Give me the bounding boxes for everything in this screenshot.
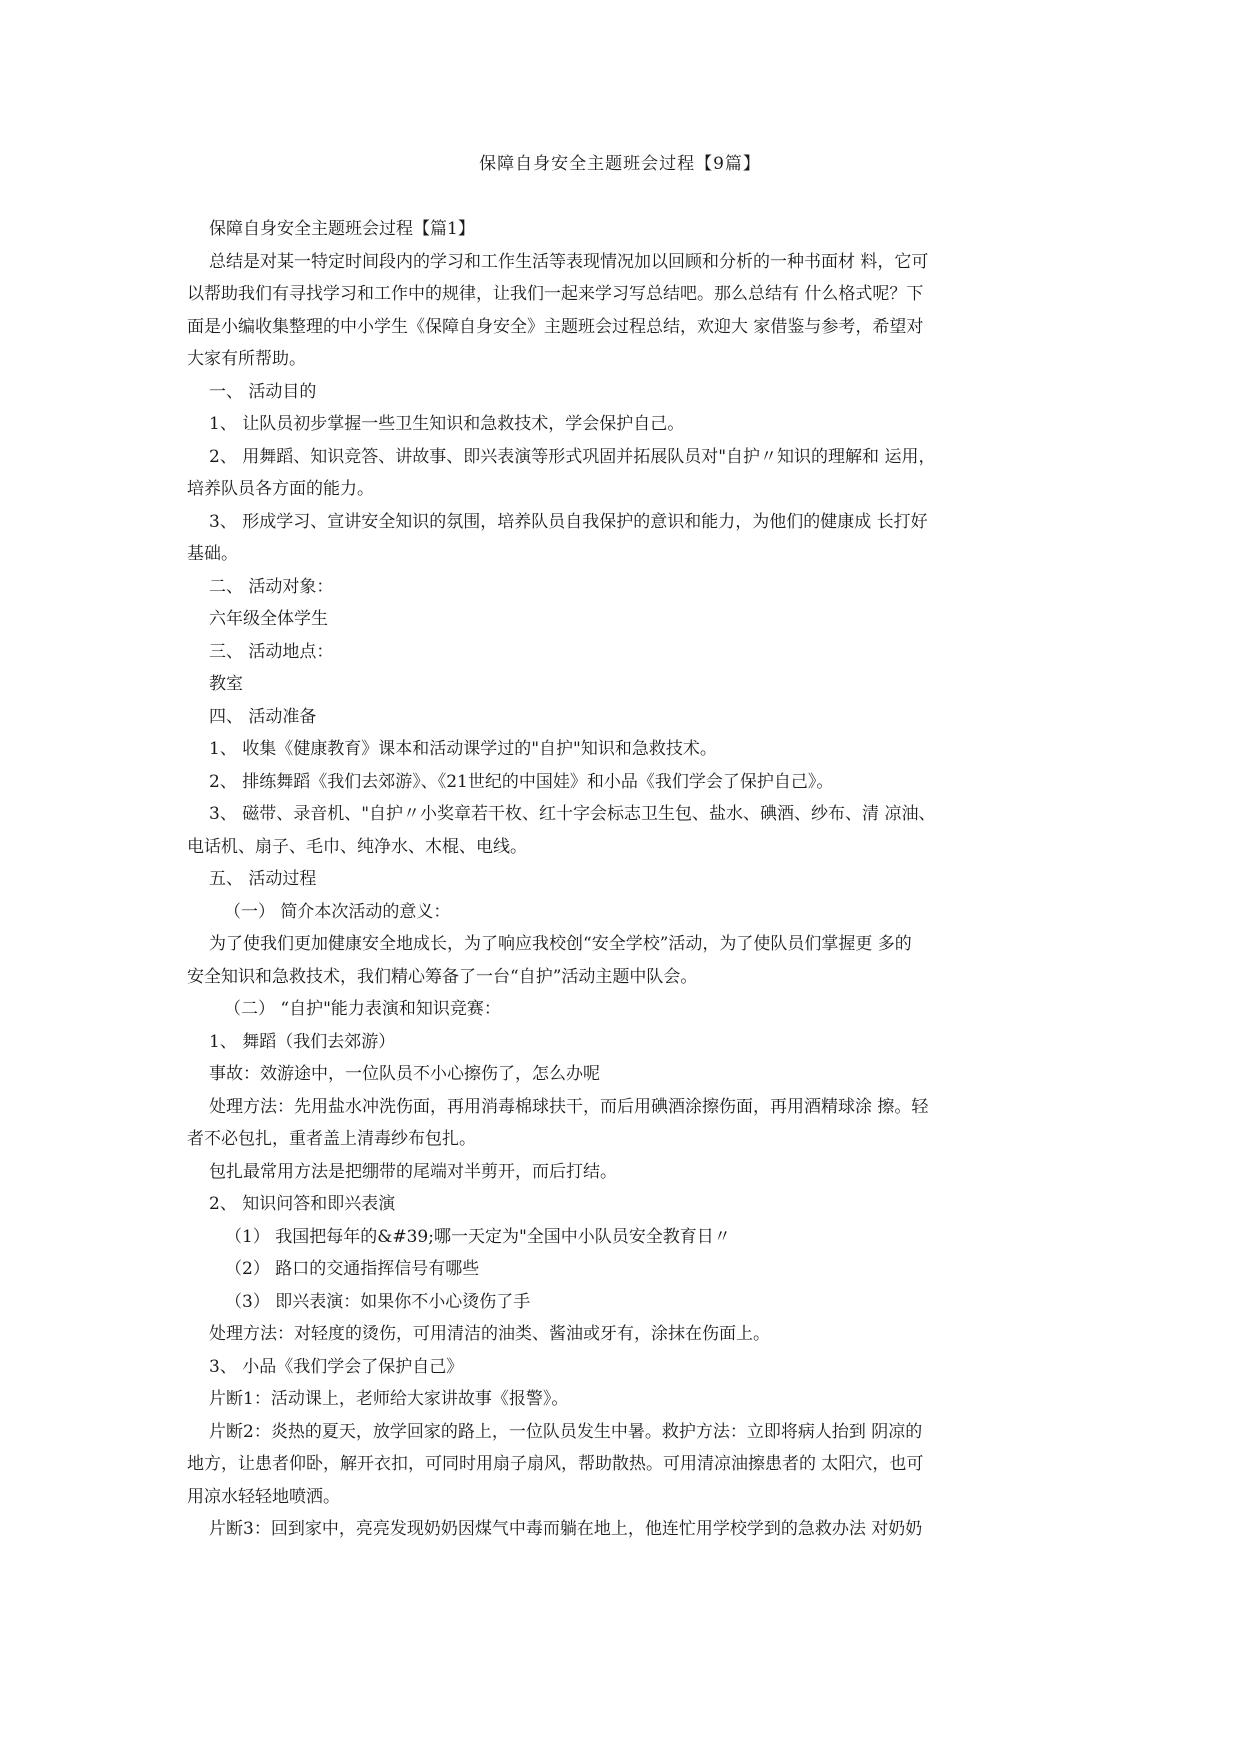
document-title: 保障自身安全主题班会过程【9篇】 xyxy=(479,154,761,174)
paragraph-line: 电话机、扇子、毛巾、纯净水、木棍、电线。 xyxy=(187,836,527,857)
paragraph-line: 1、 让队员初步掌握一些卫生知识和急救技术，学会保护自己。 xyxy=(209,414,685,434)
paragraph-line: （二） “自护"能力表演和知识竞赛： xyxy=(224,999,501,1019)
paragraph-line: 片断2：炎热的夏天，放学回家的路上，一位队员发生中暑。救护方法：立即将病人抬到 阴凉的 xyxy=(209,1421,923,1442)
paragraph-line: 五、 活动过程 xyxy=(209,869,317,889)
paragraph-line: （3） 即兴表演：如果你不小心烫伤了手 xyxy=(225,1291,531,1312)
paragraph-line: （一） 简介本次活动的意义： xyxy=(224,901,451,922)
paragraph-line: 用凉水轻轻地喷洒。 xyxy=(187,1486,340,1507)
paragraph-line: （2） 路口的交通指挥信号有哪些 xyxy=(225,1259,480,1279)
paragraph-line: 一、 活动目的 xyxy=(209,381,317,402)
paragraph-line: （1） 我国把每年的&#39;哪一天定为"全国中小队员安全教育日〃 xyxy=(225,1226,731,1247)
paragraph-line: 片断3：回到家中，亮亮发现奶奶因煤气中毒而躺在地上，他连忙用学校学到的急救办法 对奶奶 xyxy=(209,1519,923,1539)
paragraph-line: 六年级全体学生 xyxy=(209,609,328,629)
document-body xyxy=(187,213,1059,1546)
paragraph-line: 片断1：活动课上，老师给大家讲故事《报警》。 xyxy=(209,1389,569,1409)
paragraph-line: 安全知识和急救技术，我们精心筹备了一台“自护”活动主题中队会。 xyxy=(187,966,698,987)
paragraph-line: 二、 活动对象： xyxy=(209,576,334,597)
paragraph-line: 事故：效游途中，一位队员不小心擦伤了，怎么办呢 xyxy=(209,1064,600,1084)
paragraph-line: 地方，让患者仰卧，解开衣扣，可同时用扇子扇风，帮助散热。可用清凉油擦患者的 太阳穴，也可 xyxy=(187,1454,924,1474)
paragraph-line: 面是小编收集整理的中小学生《保障自身安全》主题班会过程总结，欢迎大 家借鉴与参考，希望对 xyxy=(187,316,924,337)
paragraph-line: 2、 知识问答和即兴表演 xyxy=(209,1194,396,1214)
paragraph-line: 3、 形成学习、宣讲安全知识的氛围，培养队员自我保护的意识和能力，为他们的健康成 长打好 xyxy=(209,511,928,532)
paragraph-line: 处理方法：对轻度的烫伤，可用清洁的油类、酱油或牙有，涂抹在伤面上。 xyxy=(209,1324,770,1344)
paragraph-line: 处理方法：先用盐水冲洗伤面，再用消毒棉球扶干，而后用碘酒涂擦伤面，再用酒精球涂 擦。轻 xyxy=(209,1096,929,1117)
paragraph-line: 包扎最常用方法是把绷带的尾端对半剪开，而后打结。 xyxy=(209,1161,617,1182)
paragraph-line: 3、 小品《我们学会了保护自己》 xyxy=(209,1356,464,1377)
paragraph-line: 四、 活动准备 xyxy=(209,706,317,727)
paragraph-line: 三、 活动地点： xyxy=(209,641,334,662)
paragraph-line: 1、 舞蹈（我们去郊游） xyxy=(209,1031,396,1052)
paragraph-line: 1、 收集《健康教育》课本和活动课学过的"自护"知识和急救技术。 xyxy=(209,739,717,759)
paragraph-line: 基础。 xyxy=(187,544,238,564)
paragraph-line: 为了使我们更加健康安全地成长，为了响应我校创“安全学校”活动，为了使队员们掌握更 多的 xyxy=(209,934,912,954)
paragraph-line: 2、 排练舞蹈《我们去郊游》、《21世纪的中国娃》和小品《我们学会了保护自己》。 xyxy=(209,771,834,792)
paragraph-line: 3、 磁带、录音机、"自护〃小奖章若干枚、红十字会标志卫生包、盐水、碘酒、纱布、清 凉油、 xyxy=(209,804,936,824)
paragraph-line: 保障自身安全主题班会过程【篇1】 xyxy=(209,219,475,239)
paragraph-line: 教室 xyxy=(209,674,243,694)
paragraph-line: 2、 用舞蹈、知识竞答、讲故事、即兴表演等形式巩固并拓展队员对"自护〃知识的理解和 运用， xyxy=(209,446,936,467)
paragraph-line: 以帮助我们有寻找学习和工作中的规律，让我们一起来学习写总结吧。那么总结有 什么格式呢？下 xyxy=(187,284,924,304)
paragraph-line: 大家有所帮助。 xyxy=(187,349,306,369)
paragraph-line: 总结是对某一特定时间段内的学习和工作生活等表现情况加以回顾和分析的一种书面材 料，它可 xyxy=(209,251,929,272)
paragraph-line: 培养队员各方面的能力。 xyxy=(187,479,374,499)
paragraph-line: 者不必包扎，重者盖上清毒纱布包扎。 xyxy=(187,1129,476,1149)
